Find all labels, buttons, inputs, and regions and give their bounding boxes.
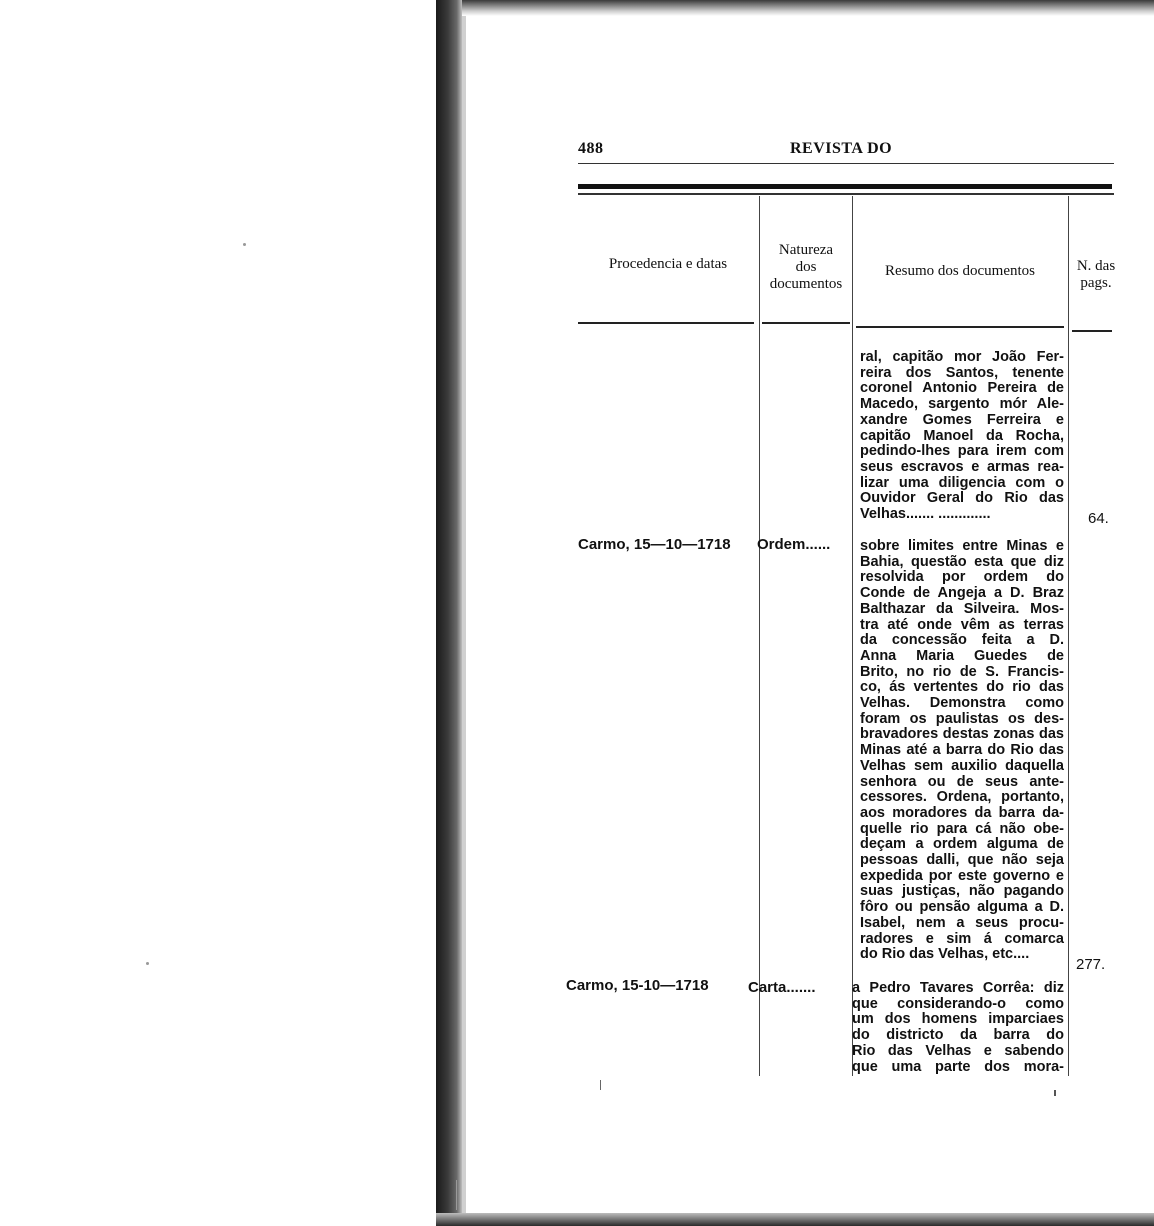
row-1-resumo: sobre limites entre Minas e Bahia, questão esta que diz resolvida por ordem do Conde de Angeja a D. Braz Balthazar da Silveira. Mos- tra até onde vêm as terras da concessão feita a D. Anna Maria Guedes de Brito, no rio de S. Francis- co, ás vertentes do rio das Velhas. Demonstra como foram os paulistas os des- bravadores destas zonas das Minas até a barra do Rio das Velhas sem auxilio daquella senhora ou de seus ante- cessores. Ordena, portanto, aos moradores da barra da- quelle rio para cá não obe- deçam a ordem alguma de pessoas dalli, que não seja expedida por este governo e suas justiças, não pagando fôro ou pensão alguma a D. Isabel, nem a seus procu- radores e sim á comarca do Rio das Velhas, etc.... — [860, 538, 1064, 963]
continuation-page: 64. — [1088, 510, 1109, 527]
running-title: REVISTA DO — [790, 140, 893, 157]
scan-spine-edge — [462, 0, 466, 1226]
header-rule — [578, 163, 1114, 164]
row-1-page: 277. — [1076, 956, 1106, 973]
column-header-natureza: Natureza dos documentos — [769, 242, 843, 292]
scan-speck — [243, 243, 246, 246]
continuation-resumo: ral, capitão mor João Fer- reira dos Santos, tenente coronel Antonio Pereira de Macedo, sargento mór Ale- xandre Gomes Ferreira e capitão Manoel da Rocha, pedindo-lhes para irem com seus escravos e armas rea- lizar uma diligencia com o Ouvidor Geral do Rio das Velhas....... ............. — [860, 349, 1064, 523]
scan-speck — [600, 1080, 601, 1090]
header-bottom-rule-2 — [762, 322, 850, 324]
row-1-natureza: Ordem...... — [757, 536, 831, 553]
scan-speck — [146, 962, 149, 965]
column-rule-3 — [1068, 196, 1069, 1076]
header-bottom-rule-3 — [856, 326, 1064, 328]
column-header-resumo: Resumo dos documentos — [885, 263, 1035, 279]
page-number: 488 — [578, 140, 604, 157]
scan-speck — [1054, 1090, 1056, 1096]
table-top-rule — [578, 184, 1112, 189]
column-header-pages: N. das pags. — [1076, 258, 1116, 291]
scan-top-edge — [462, 0, 1154, 16]
header-bottom-rule-1 — [578, 322, 754, 324]
column-rule-1 — [759, 196, 760, 1076]
row-2-procedencia: Carmo, 15-10—1718 — [566, 977, 709, 994]
table-top-rule-second — [578, 193, 1114, 195]
column-rule-2 — [852, 196, 853, 1076]
row-2-resumo: a Pedro Tavares Corrêa: diz que considerando-o como um dos homens imparciaes do districto da barra do Rio das Velhas e sabendo que uma parte dos mora- — [852, 980, 1064, 1075]
scan-bottom-edge — [436, 1213, 1154, 1226]
scan-artifact-line — [456, 1180, 457, 1210]
row-2-natureza: Carta....... — [748, 979, 816, 996]
header-bottom-rule-4 — [1072, 330, 1112, 332]
scan-spine-shadow — [436, 0, 462, 1226]
column-header-procedencia: Procedencia e datas — [608, 256, 728, 272]
row-1-procedencia: Carmo, 15—10—1718 — [578, 536, 731, 553]
